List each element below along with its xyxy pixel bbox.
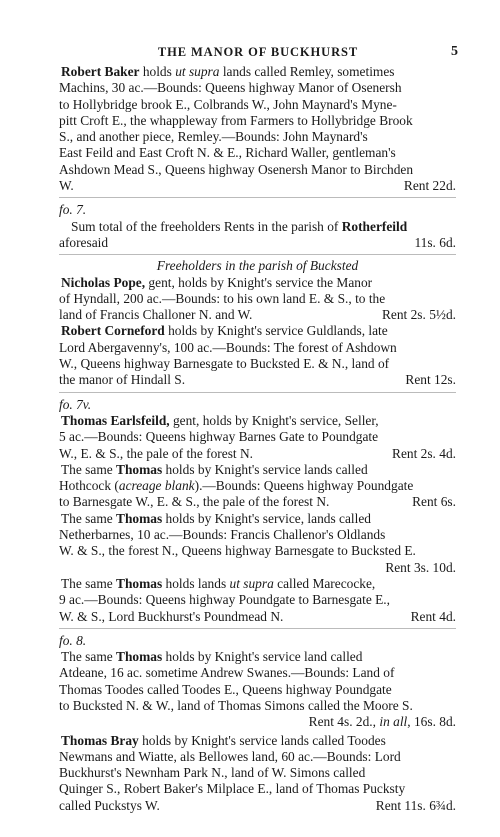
holder-name: Thomas Bray: [61, 732, 139, 748]
text-run: , 16s. 8d.: [407, 714, 456, 730]
text-run: The same: [61, 461, 117, 477]
text-line: [59, 275, 456, 291]
text-run: ).—Bounds: Queens highway Poundgate: [194, 478, 414, 494]
text-line: [59, 478, 456, 494]
holder-name: Nicholas Pope,: [61, 274, 146, 290]
text-run: holds lands: [162, 575, 230, 591]
holder-name: Thomas: [116, 461, 163, 477]
text-line: 5 ac.—Bounds: Queens highway Barnes Gate to Poundgate: [59, 429, 379, 445]
sum-total: [59, 219, 456, 252]
text-run: gent, holds by Knight's service, Seller,: [169, 412, 379, 428]
text-line: [59, 576, 456, 592]
text-run: the manor of Hindall S.: [59, 372, 186, 388]
text-line: pitt Croft E., the whappleway from Farmers to Hollybridge Brook: [59, 112, 413, 128]
entry-thomas-bray: [59, 733, 456, 814]
rent-line: [59, 307, 456, 323]
latin-phrase: ut supra: [175, 64, 220, 79]
text-run: called Marecocke,: [273, 575, 376, 591]
rent-line: [59, 178, 456, 194]
text-run: Hothcock (: [59, 478, 119, 494]
text-line: [59, 413, 456, 429]
entry-thomas-earlsfeild: [59, 413, 456, 462]
text-run: called Puckstys W.: [59, 797, 160, 813]
text-run: aforesaid: [59, 234, 109, 250]
text-run: The same: [61, 510, 117, 526]
divider: [59, 197, 456, 198]
holder-name: Robert Baker: [61, 64, 140, 79]
holder-name: Thomas: [116, 510, 163, 526]
text-line: to Bucksted N. & W., land of Thomas Simons called the Moore S.: [59, 697, 413, 713]
rent-line: [59, 798, 456, 814]
text-run: The same: [61, 575, 117, 591]
rent-amount: Rent 2s. 4d.: [392, 445, 456, 461]
text-line: Machins, 30 ac.—Bounds: Queens highway Manor of Osenersh: [59, 80, 402, 96]
text-run: lands called Remley, sometimes: [219, 64, 395, 79]
text-run: W. & S., Lord Buckhurst's Poundmead N.: [59, 608, 284, 624]
entry-nicholas-pope: [59, 275, 456, 324]
rent-amount: Rent 6s.: [412, 494, 456, 510]
page-number: 5: [451, 44, 458, 59]
text-run: land of Francis Challoner N. and W.: [59, 307, 253, 323]
text-run: Sum total of the freeholders Rents in the parish of: [71, 218, 342, 234]
text-line: S., and another piece, Remley.—Bounds: John Maynard's: [59, 129, 368, 145]
text-line: [59, 733, 456, 749]
text-line: [59, 323, 456, 339]
rent-amount: Rent 11s. 6¾d.: [375, 797, 456, 813]
rent-line: [59, 372, 456, 388]
text-line: W. & S., the forest N., Queens highway Barnesgate to Bucksted E.: [59, 543, 416, 559]
text-line: Netherbarnes, 10 ac.—Bounds: Francis Challenor's Oldlands: [59, 527, 386, 543]
text-run: holds by Knight's service Guldlands, late: [164, 323, 388, 339]
divider: [59, 254, 456, 255]
entry-robert-corneford: [59, 323, 456, 388]
text-run: to Barnesgate W., E. & S., the pale of the forest N.: [59, 494, 330, 510]
text-line: Quinger S., Robert Baker's Milplace E., land of Thomas Pucksty: [59, 781, 406, 797]
text-run: holds by Knight's service lands called Toodes: [138, 732, 386, 748]
text-line: W., Queens highway Barnesgate to Bucksted E. & N., land of: [59, 356, 390, 372]
rent-line: [59, 494, 456, 510]
text-line: Lord Abergavenny's, 100 ac.—Bounds: The forest of Ashdown: [59, 339, 397, 355]
folio-marker: fo. 7v.: [59, 396, 92, 412]
text-line: Atdeane, 16 ac. sometime Andrew Swanes.—Bounds: Land of: [59, 665, 395, 681]
text-line: [59, 219, 456, 235]
text-line: Buckhurst's Newnham Park N., land of W. Simons called: [59, 765, 366, 781]
entry-marecocke: [59, 576, 456, 625]
text-run: holds: [139, 64, 176, 79]
text-run: gent, holds by Knight's service the Manor: [145, 274, 373, 290]
rent-amount: 11s. 6d.: [414, 234, 456, 250]
holder-name: Robert Corneford: [61, 323, 165, 339]
entry-robert-baker: [59, 64, 456, 194]
running-title: THE MANOR OF BUCKHURST: [157, 45, 359, 59]
holder-name: Thomas: [116, 575, 163, 591]
text-line: of Hyndall, 200 ac.—Bounds: to his own land E. & S., to the: [59, 290, 386, 306]
section-heading: Freeholders in the parish of Bucksted: [156, 258, 359, 274]
rent-amount: Rent 22d.: [403, 178, 456, 194]
rent-amount: Rent 4d.: [410, 608, 456, 624]
page-header: [58, 44, 458, 60]
text-line: Ashdown Mead S., Queens highway Osenersh Manor to Birchden: [59, 161, 414, 177]
text-run: holds by Knight's service land called: [162, 649, 363, 665]
text-line: 9 ac.—Bounds: Queens highway Poundgate to Barnesgate E.,: [59, 592, 390, 608]
rent-amount: Rent 4s. 2d.,: [308, 714, 380, 730]
entry-netherbarnes: [59, 511, 456, 576]
text-line: [59, 649, 456, 665]
text-run: The same: [61, 649, 117, 665]
text-line: [59, 64, 456, 80]
text-run: holds by Knight's service lands called: [162, 461, 368, 477]
entry-atdeane: [59, 649, 456, 730]
folio-marker: fo. 7.: [59, 202, 87, 218]
text-line: Newmans and Wiatte, als Bellowes land, 60 ac.—Bounds: Lord: [59, 748, 401, 764]
rent-amount: Rent 2s. 5½d.: [381, 307, 456, 323]
entry-hothcock: [59, 462, 456, 511]
divider: [59, 628, 456, 629]
text-line: Thomas Toodes called Toodes E., Queens highway Poundgate: [59, 681, 392, 697]
text-line: [59, 462, 456, 478]
text-run: W., E. & S., the pale of the forest N.: [59, 445, 253, 461]
holder-name: Thomas: [116, 649, 163, 665]
text-line: [59, 511, 456, 527]
rent-line: [59, 609, 456, 625]
page-body: [59, 64, 456, 814]
rent-amount: Rent 12s.: [405, 372, 456, 388]
text-run: holds by Knight's service, lands called: [162, 510, 371, 526]
holder-name: Thomas Earlsfeild,: [61, 412, 170, 428]
rent-amount: Rent 3s. 10d.: [385, 559, 456, 575]
rent-line: [59, 714, 456, 730]
italic-note: in all: [379, 714, 408, 730]
rent-line: [59, 235, 456, 251]
text-run: W.: [59, 178, 74, 194]
latin-phrase: ut supra: [229, 575, 274, 591]
rent-line: [59, 446, 456, 462]
folio-marker: fo. 8.: [59, 632, 87, 648]
parish-name: Rotherfeild: [341, 218, 408, 234]
text-line: to Hollybridge brook E., Colbrands W., John Maynard's Myne-: [59, 96, 397, 112]
italic-note: acreage blank: [118, 478, 195, 494]
text-line: East Feild and East Croft N. & E., Richard Waller, gentleman's: [59, 145, 396, 161]
divider: [59, 392, 456, 393]
